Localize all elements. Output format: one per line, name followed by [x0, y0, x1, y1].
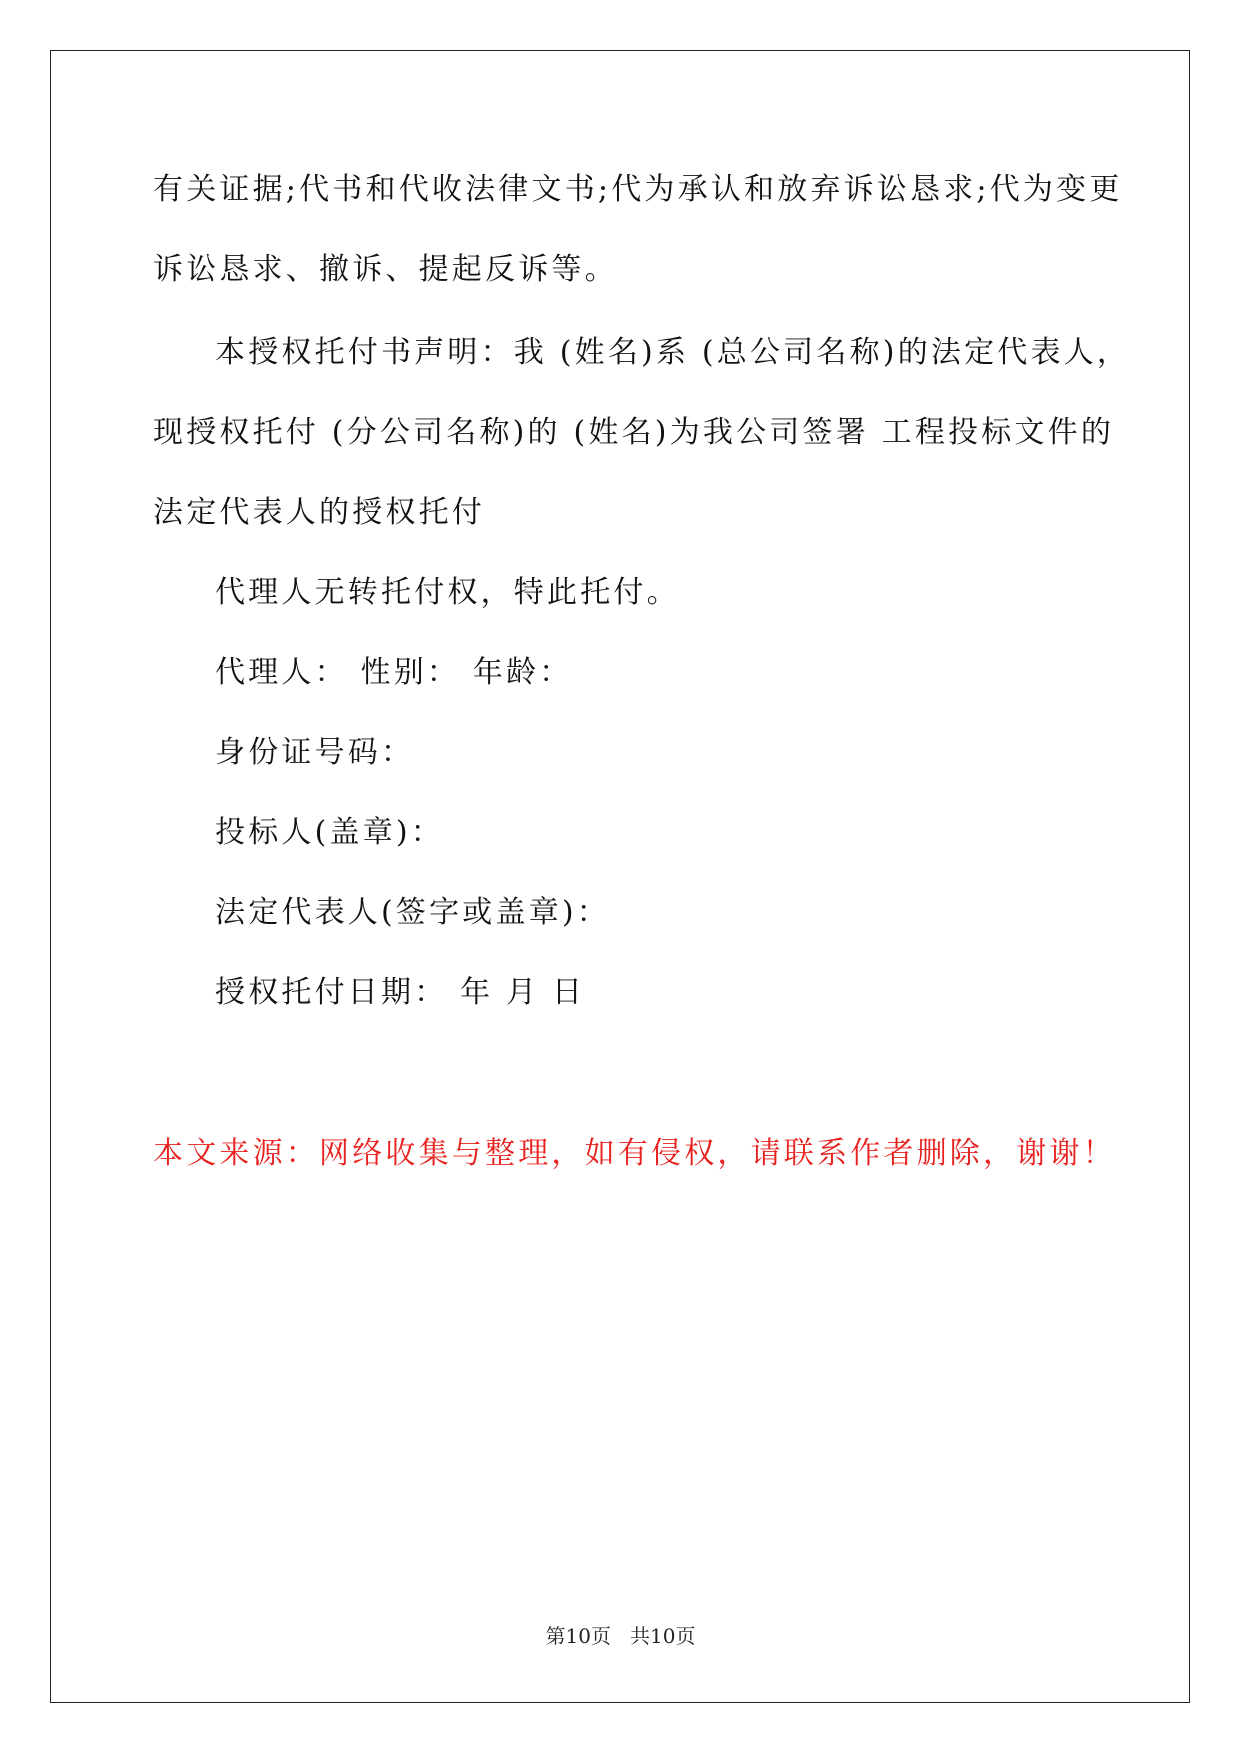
declaration-line-2: 现授权托付 (分公司名称)的 (姓名)为我公司签署 工程投标文件的: [153, 415, 1115, 450]
no-subdelegation-line: 代理人无转托付权，特此托付。: [215, 575, 680, 610]
bidder-seal-line: 投标人(盖章)：: [215, 815, 445, 850]
declaration-line-3: 法定代表人的授权托付: [153, 495, 485, 530]
agent-info-line: 代理人： 性别： 年龄：: [215, 655, 573, 690]
legal-rep-signature-line: 法定代表人(签字或盖章)：: [215, 895, 611, 930]
id-number-line: 身份证号码：: [215, 735, 415, 770]
declaration-line-1: 本授权托付书声明：我 (姓名)系 (总公司名称)的法定代表人，: [215, 335, 1131, 370]
body-line-1: 有关证据;代书和代收法律文书;代为承认和放弃诉讼恳求;代为变更: [153, 172, 1123, 207]
source-note: 本文来源：网络收集与整理，如有侵权，请联系作者删除，谢谢！: [153, 1136, 1116, 1171]
authorization-date-line: 授权托付日期： 年 月 日: [215, 975, 586, 1010]
body-line-2: 诉讼恳求、撤诉、提起反诉等。: [153, 252, 618, 287]
page-number-footer: 第10页 共10页: [545, 1624, 696, 1648]
page-frame: [50, 50, 1190, 1703]
